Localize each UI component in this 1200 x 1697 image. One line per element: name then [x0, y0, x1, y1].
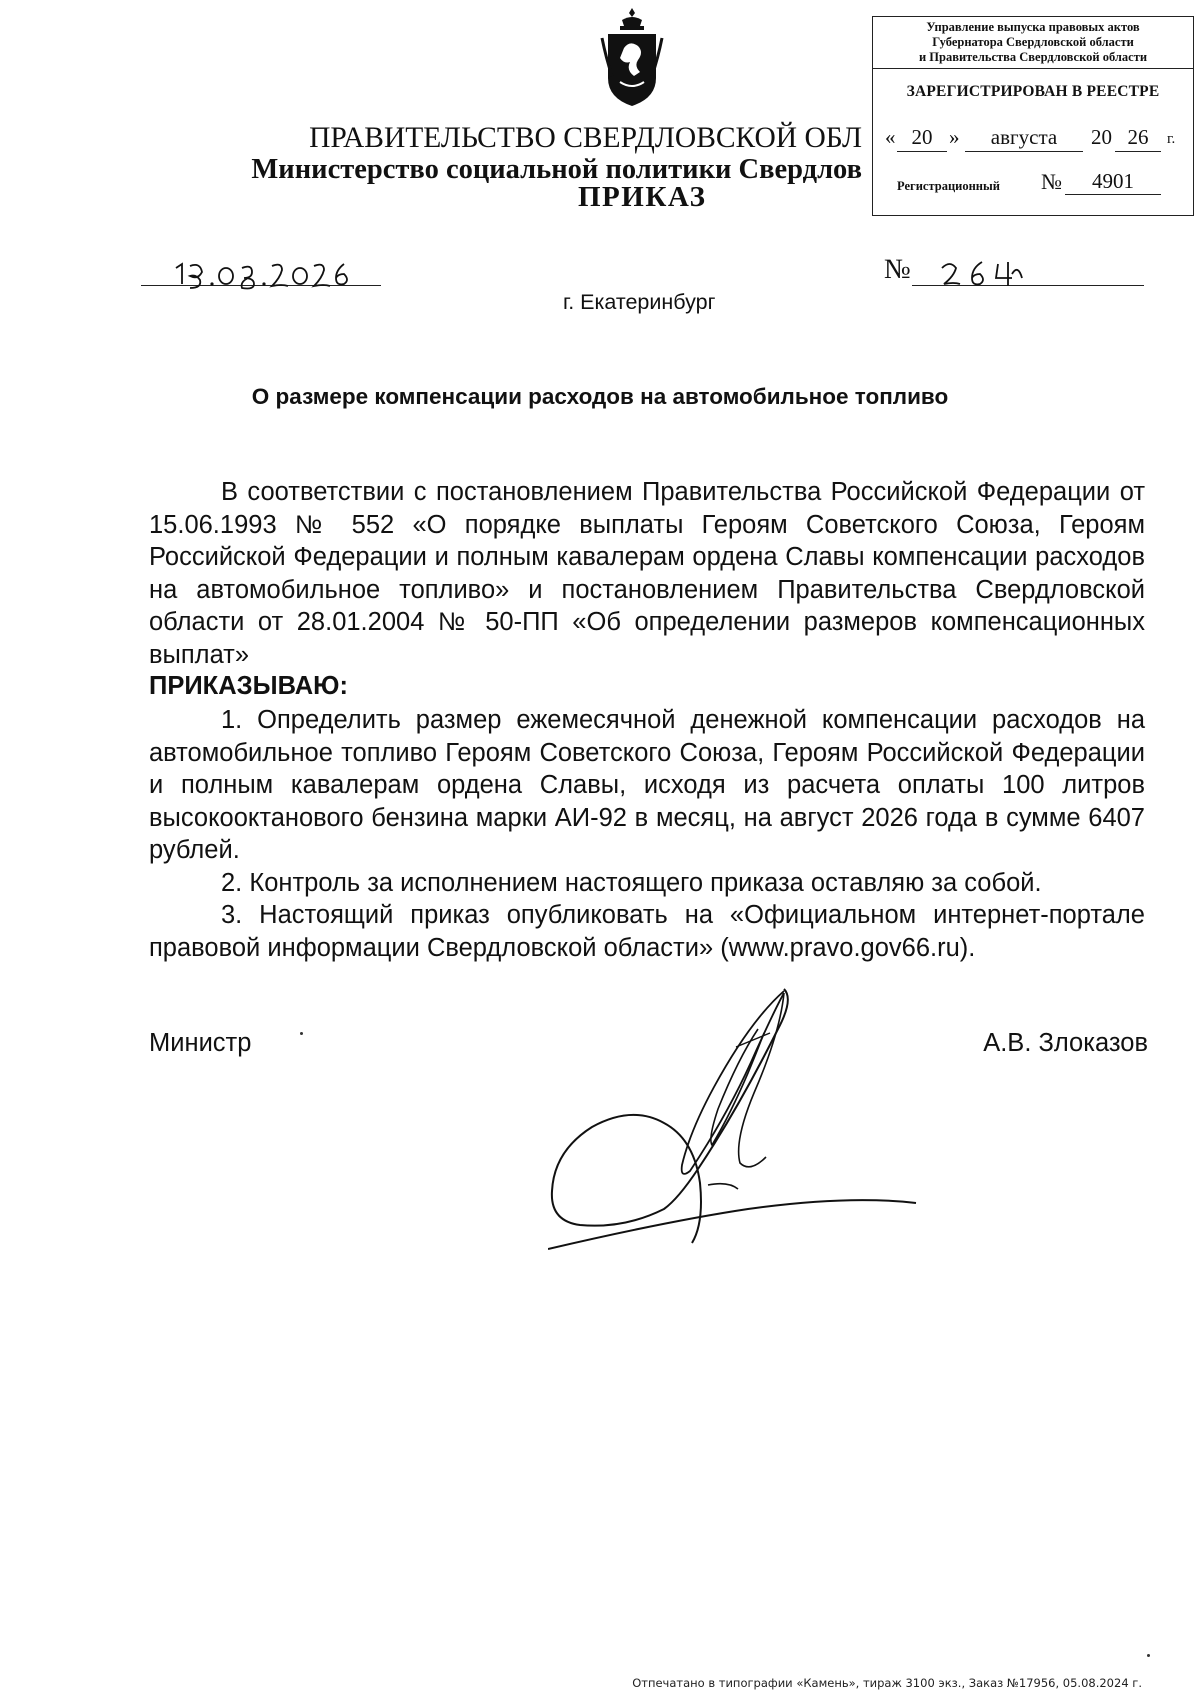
signer-name: А.В. Злоказов: [983, 1029, 1148, 1057]
city-name: г. Екатеринбург: [563, 290, 716, 314]
registry-month: августа: [965, 125, 1083, 152]
order-item: 1. Определить размер ежемесячной денежной компенсации расходов на автомобильное топливо Героям Советского Союза, Героям Российской Федерации и полным кавалерам ордена Славы, исходя из расчета оплаты 100 литров высокооктанового бензина марки АИ-92 в месяц, на август 2026 года в сумме 6407 рублей.: [149, 706, 1145, 864]
preamble-paragraph: В соответствии с постановлением Правительства Российской Федерации от 15.06.1993 № 552 «О порядке выплаты Героям Советского Союза, Героям Российской Федерации и полным кавалерам ордена Славы компенсации расходов на автомобильное топливо» и постановлением Правительства Свердловской области от 28.01.2004 № 50-ПП «Об определении размеров компенсационных выплат»: [149, 478, 1145, 669]
print-footer: Отпечатано в типографии «Камень», тираж 3100 экз., Заказ №17956, 05.08.2024 г.: [632, 1676, 1142, 1690]
registry-number-value: 4901: [1065, 169, 1161, 195]
registry-number-label: Регистрационный: [897, 179, 1000, 193]
signer-role: Министр: [149, 1029, 252, 1057]
order-date-handwritten: [168, 254, 388, 294]
registry-header-line: Управление выпуска правовых актов: [926, 20, 1140, 34]
registry-stamp: [872, 16, 1194, 216]
government-heading: ПРАВИТЕЛЬСТВО СВЕРДЛОВСКОЙ ОБЛ: [309, 122, 862, 154]
order-item: 3. Настоящий приказ опубликовать на «Официальном интернет-портале правовой информации Свердловской области» (www.pravo.gov66.ru).: [149, 901, 1145, 962]
ministry-heading: Министерство социальной политики Свердлов: [251, 154, 862, 185]
registry-stamp-header: [873, 17, 1193, 69]
registry-date: [885, 125, 1189, 153]
order-item: 2. Контроль за исполнением настоящего приказа оставляю за собой.: [221, 869, 1042, 897]
registry-header-line: и Правительства Свердловской области: [918, 50, 1148, 64]
registry-day: 20: [897, 125, 947, 152]
registry-header-line: Губернатора Свердловской области: [932, 35, 1134, 49]
registry-title: ЗАРЕГИСТРИРОВАН В РЕЕСТРЕ: [906, 83, 1160, 100]
registry-year-prefix: 20: [1091, 125, 1112, 149]
registry-year-suffix: 26: [1115, 125, 1161, 152]
registry-number-sign: №: [1041, 169, 1062, 194]
coat-of-arms-emblem: [600, 8, 664, 108]
registry-year-unit: г.: [1167, 131, 1176, 147]
registry-quote-open: «: [885, 125, 896, 149]
handwritten-signature: [548, 985, 918, 1260]
order-number-sign: №: [884, 254, 911, 285]
registry-quote-close: »: [949, 125, 960, 149]
document-type-heading: ПРИКАЗ: [578, 181, 707, 213]
order-number-handwritten: [938, 254, 1058, 294]
scan-speck: [1147, 1654, 1150, 1657]
directive-heading: ПРИКАЗЫВАЮ:: [149, 672, 348, 700]
document-title: О размере компенсации расходов на автомобильное топливо: [251, 384, 949, 409]
scan-speck: [300, 1032, 303, 1035]
registry-number-row: [897, 169, 1187, 199]
